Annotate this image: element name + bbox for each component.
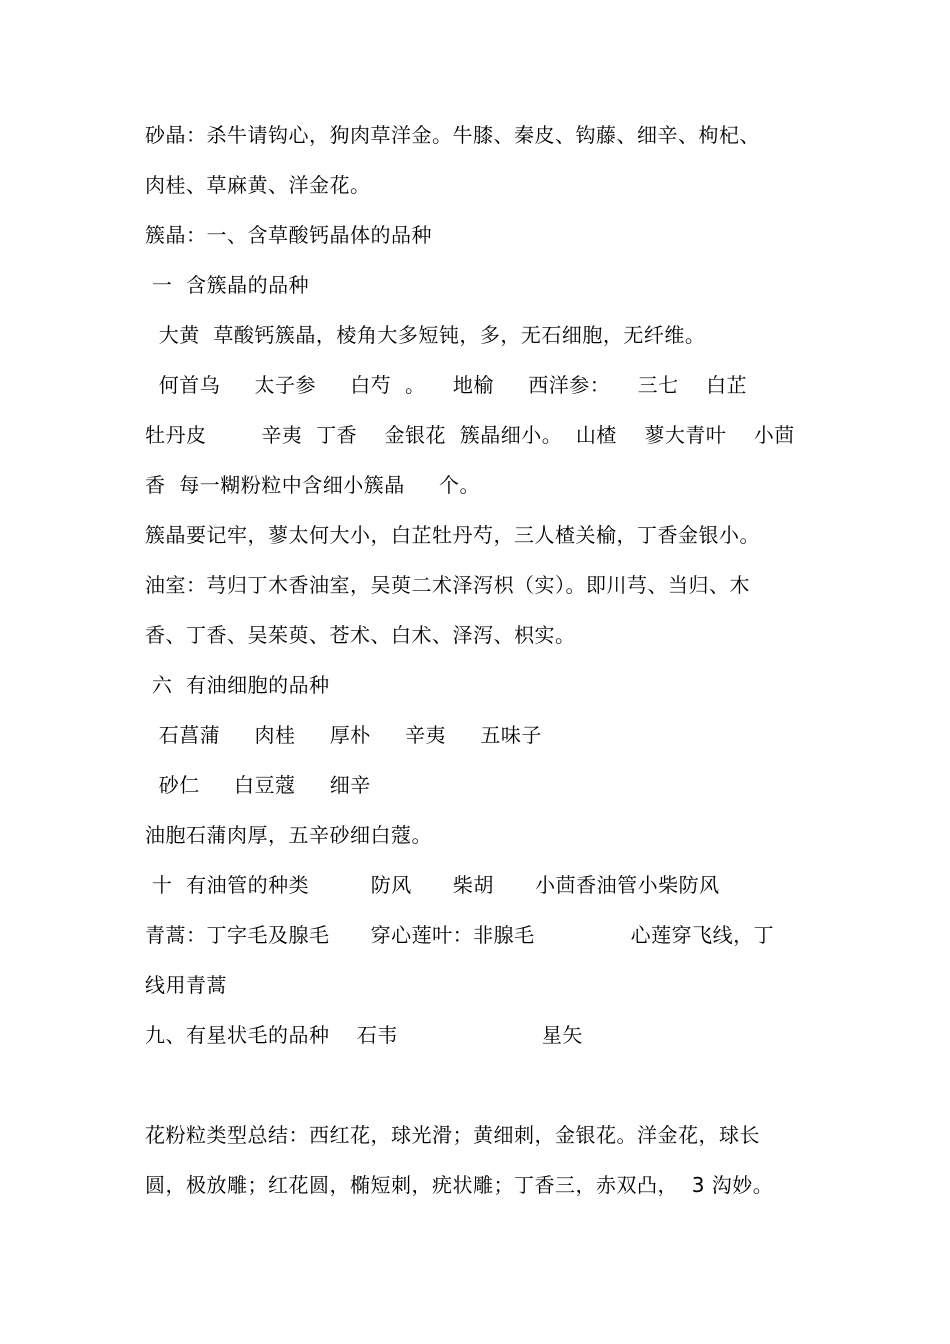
text-line: 石菖蒲 肉桂 厚朴 辛夷 五味子 [145, 723, 542, 747]
text-line: 圆，极放雕；红花圆，椭短刺，疣状雕；丁香三，赤双凸， 3 沟妙。 [145, 1173, 774, 1197]
section-heading: 十 有油管的种类 防风 柴胡 小茴香油管小柴防风 [145, 873, 720, 897]
text-line: 大黄 草酸钙簇晶，棱角大多短钝，多，无石细胞，无纤维。 [145, 323, 706, 347]
text-line: 线用青蒿 [145, 973, 227, 997]
text-line: 何首乌 太子参 白芍 。 地榆 西洋参： 三七 白芷 [145, 373, 748, 397]
text-line: 香、丁香、吴茱萸、苍术、白术、泽泻、枳实。 [145, 623, 576, 647]
text-line: 花粉粒类型总结：西红花，球光滑；黄细刺，金银花。洋金花，球长 [145, 1123, 760, 1147]
text-line: 油室：芎归丁木香油室，吴萸二术泽泻枳（实）。即川芎、当归、木 [145, 573, 750, 597]
text-line: 牡丹皮 辛夷 丁香 金银花 簇晶细小。 山楂 蓼大青叶 小茴 [145, 423, 795, 447]
text-line: 油胞石蒲肉厚，五辛砂细白蔻。 [145, 823, 432, 847]
text-line: 青蒿：丁字毛及腺毛 穿心莲叶：非腺毛 心莲穿飞线，丁 [145, 923, 775, 947]
text-line: 砂晶：杀牛请钩心，狗肉草洋金。牛膝、秦皮、钩藤、细辛、枸杞、 [145, 123, 760, 147]
text-line: 肉桂、草麻黄、洋金花。 [145, 173, 371, 197]
section-heading: 九、有星状毛的品种 石韦 星矢 [145, 1023, 583, 1047]
text-line: 簇晶：一、含草酸钙晶体的品种 [145, 223, 432, 247]
text-line: 砂仁 白豆蔻 细辛 [145, 773, 371, 797]
text-line: 簇晶要记牢，蓼太何大小，白芷牡丹芍，三人楂关榆，丁香金银小。 [145, 523, 760, 547]
section-heading: 六 有油细胞的品种 [145, 673, 330, 697]
text-line: 香 每一糊粉粒中含细小簇晶 个。 [145, 473, 481, 497]
section-heading: 一 含簇晶的品种 [145, 273, 310, 297]
